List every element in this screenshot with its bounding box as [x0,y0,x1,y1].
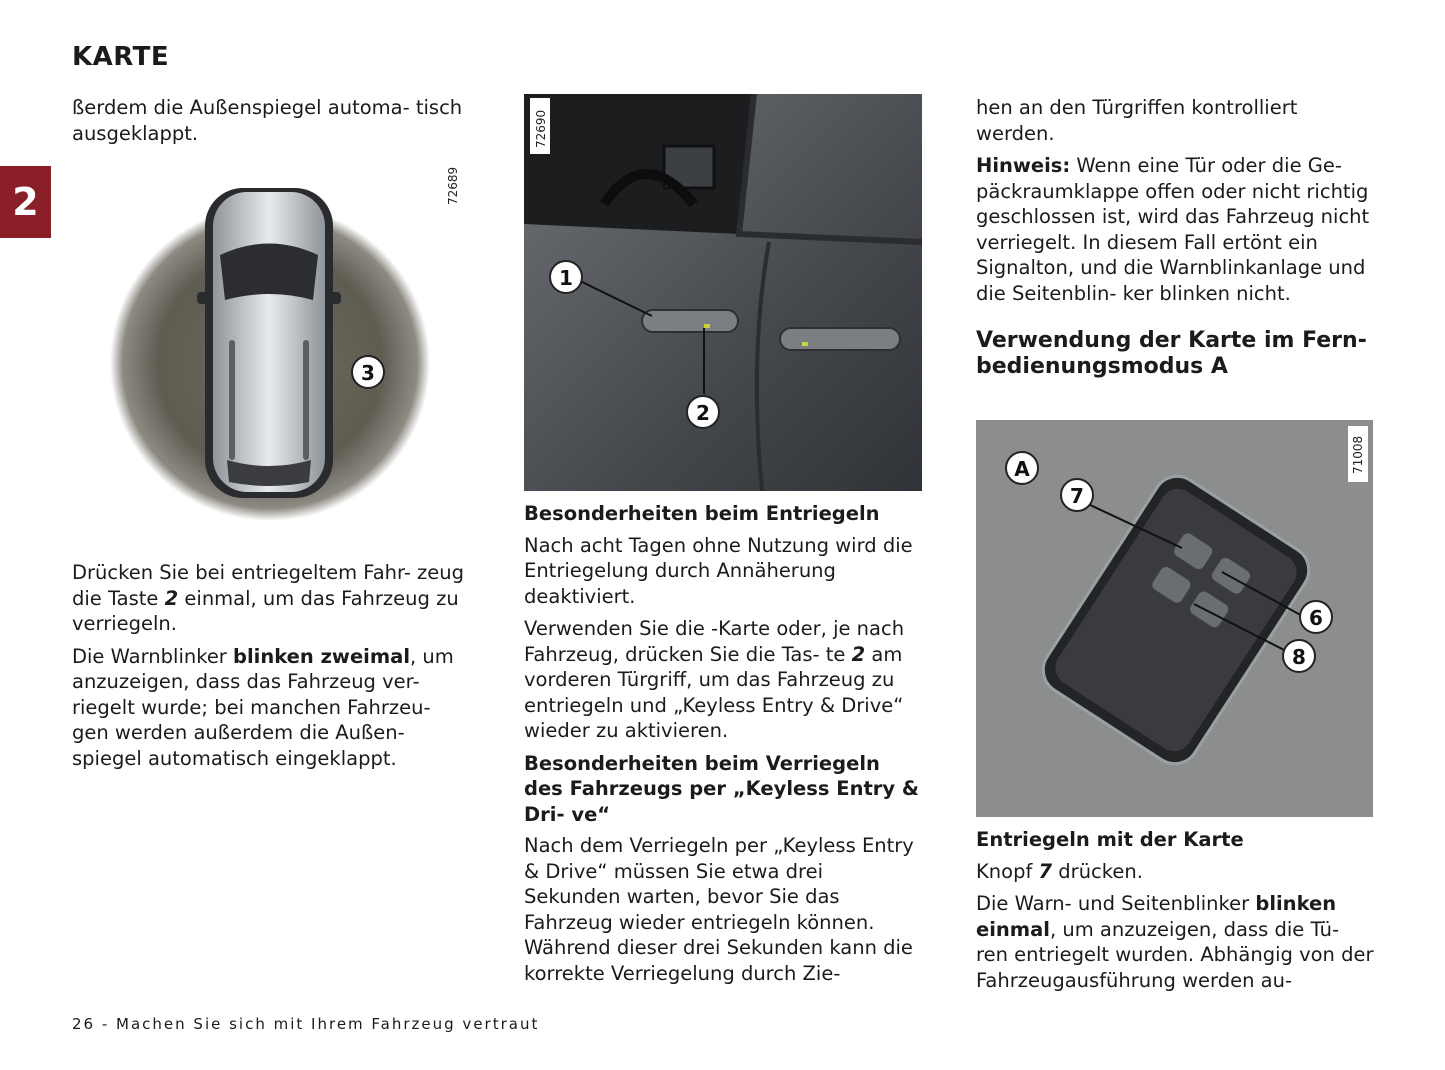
col1-para1-key: 2 [164,586,179,610]
key-card-figure [976,420,1373,817]
col3-subheading: Entriegeln mit der Karte [976,828,1244,851]
col3-para2-a: Knopf [976,859,1039,883]
col1-para2-bold: blinken zweimal [233,644,411,668]
col3-body [976,827,1376,1000]
col1-body [72,560,472,778]
callout-2: 2 [696,401,710,425]
col3-para3-bold: blinken einmal [976,892,1337,941]
col3-note-text: Wenn eine Tür oder die Ge- päckraumklappe offen oder nicht richtig geschlossen ist, wird das Fahrzeug nicht verriegelt. In diesem Fall ertönt ein Signalton, und die Warnblinkanlage und die Seitenblin- ker blinken nicht. [976,154,1370,305]
col3-note [976,153,1376,306]
col2-para1: Nach acht Tagen ohne Nutzung wird die Entriegelung durch Annäherung deaktiviert. [524,533,913,608]
col3-heading: Verwendung der Karte im Fern- bedienungsmodus A [976,328,1367,379]
page-footer: 26 - Machen Sie sich mit Ihrem Fahrzeug vertraut [72,1015,540,1033]
page-title: KARTE [72,42,170,72]
col1-para2-a: Die Warnblinker [72,644,234,668]
door-handle-figure [524,94,922,491]
col2-heading-locking: Besonderheiten beim Verriegeln des Fahrzeugs per „Keyless Entry & Dri- ve“ [524,751,919,826]
callout-6: 6 [1309,606,1323,630]
col1-para1-b: einmal, um das Fahrzeug zu verriegeln. [72,586,459,635]
figure-number-72689: 72689 [446,166,460,205]
chapter-tab: 2 [0,166,51,238]
col2-body [524,501,924,993]
col1-para1-a: Drücken Sie bei entriegeltem Fahr- zeug die Taste [72,561,465,610]
col3-para2-key: 7 [1038,859,1053,883]
col1-intro-text: ßerdem die Außenspiegel automa- tisch ausgeklappt. [72,96,463,145]
col3-para2-b: drücken. [1052,859,1143,883]
col3-top [976,95,1376,388]
col3-para1: hen an den Türgriffen kontrolliert werden. [976,96,1298,145]
col3-para3-b: , um anzuzeigen, dass die Tü- ren entriegelt wurden. Abhängig von der Fahrzeugausführung werden au- [976,917,1374,992]
figure-number-72690: 72690 [534,109,548,148]
col3-para3-a: Die Warn- und Seitenblinker [976,892,1256,915]
col2-para2-a: Verwenden Sie die -Karte oder, je nach Fahrzeug, drücken Sie die Tas- te [524,617,905,666]
col2-heading-unlocking: Besonderheiten beim Entriegeln [524,502,880,525]
callout-8: 8 [1292,645,1306,669]
callout-7: 7 [1070,484,1084,508]
col1-intro [72,95,472,153]
col3-para3 [976,891,1376,993]
car-top-view-figure [105,160,475,532]
col2-para2-b: am vorderen Türgriff, um das Fahrzeug zu entriegeln und „Keyless Entry & Drive“ wieder zu aktivieren. [524,642,904,742]
callout-1: 1 [559,266,573,290]
col2-para3: Nach dem Verriegeln per „Keyless Entry & Drive“ müssen Sie etwa drei Sekunden warten, bevor Sie das Fahrzeug wieder entriegeln können. Während dieser drei Sekunden kann die korrekte Verriegelung durch Zie- [524,834,914,985]
col1-para2 [72,644,472,772]
callout-a: A [1014,457,1030,481]
col1-para1 [72,560,472,637]
col2-para2 [524,616,924,744]
col3-note-label: Hinweis: [976,154,1071,177]
col3-para2 [976,859,1376,885]
figure-number-71008: 71008 [1351,435,1365,474]
callout-3: 3 [361,361,375,385]
col2-para2-key: 2 [851,642,866,666]
col1-para2-b: , um anzuzeigen, dass das Fahrzeug ver- riegelt wurde; bei manchen Fahrzeu- gen werden außerdem die Außen- spiegel automatisch eingeklappt. [72,644,454,770]
